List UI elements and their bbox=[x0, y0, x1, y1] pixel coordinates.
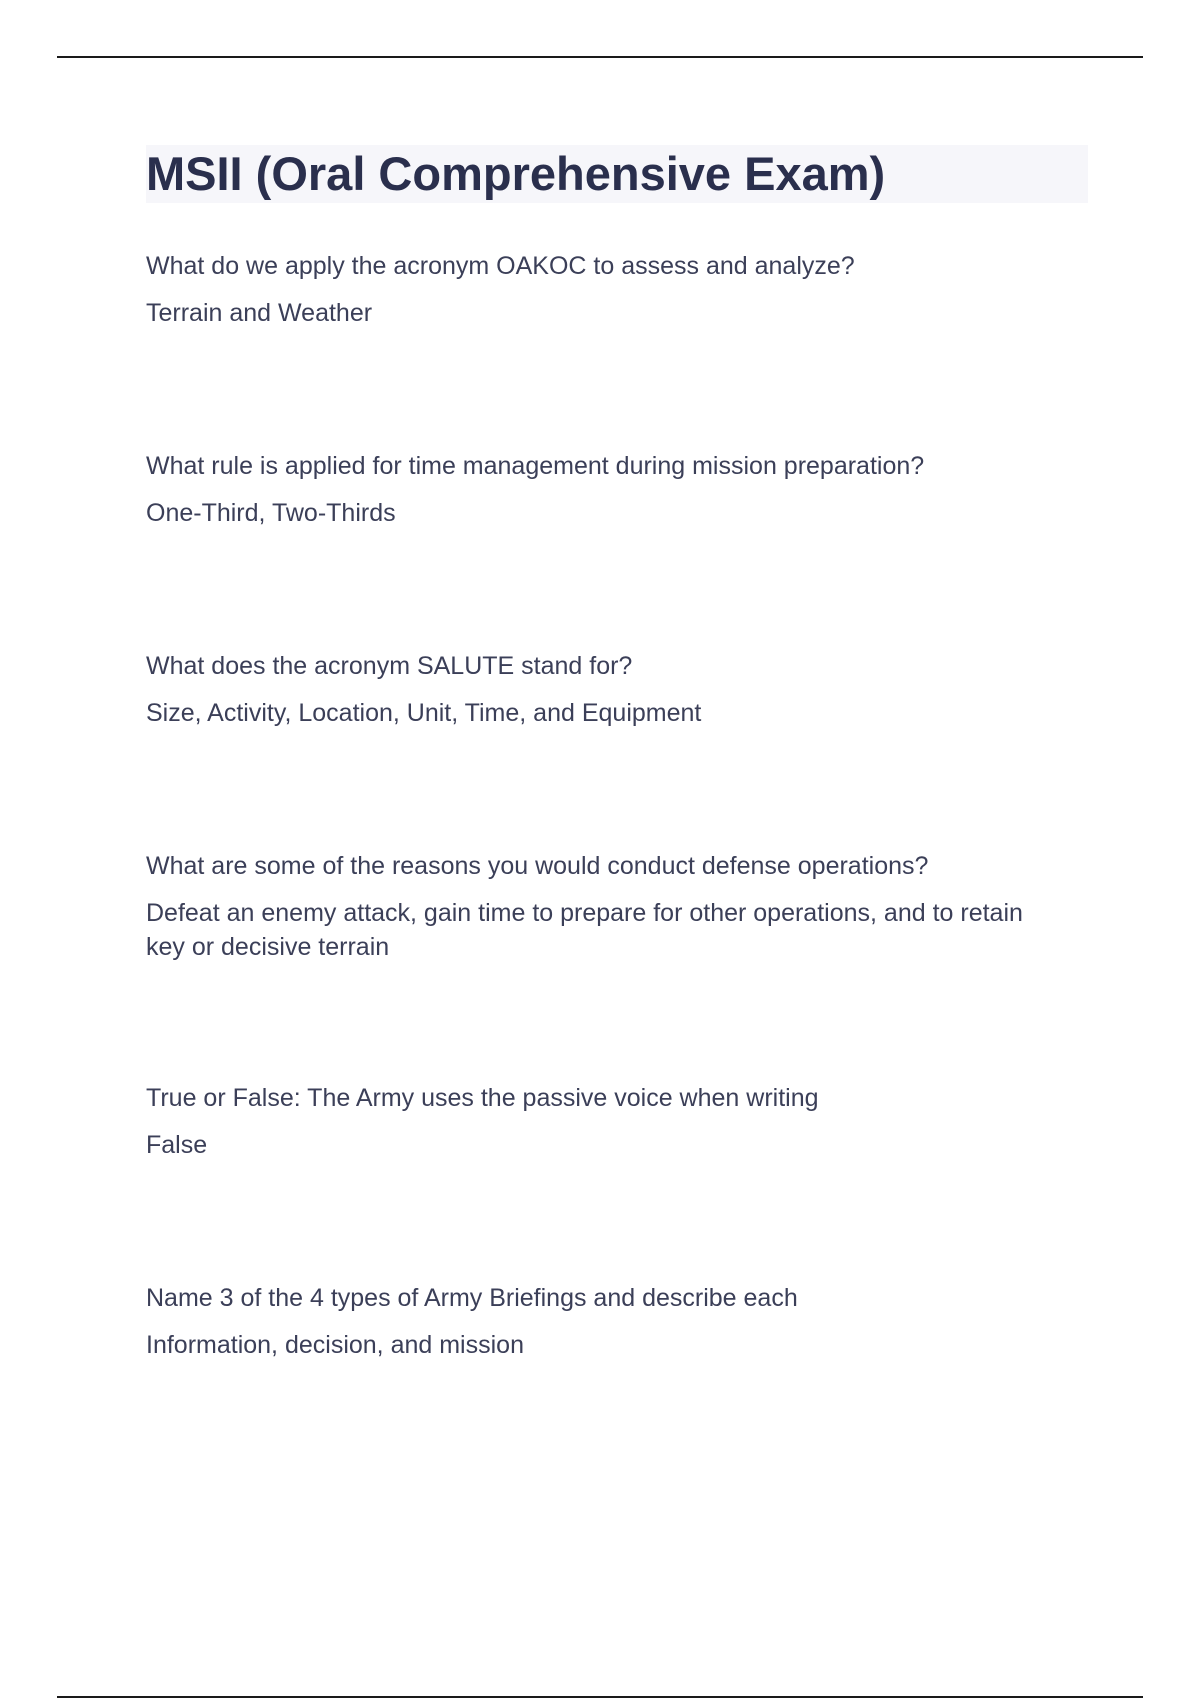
answer-text: Terrain and Weather bbox=[146, 299, 373, 327]
question-text: Name 3 of the 4 types of Army Briefings and describe each bbox=[146, 1284, 798, 1312]
qa-card bbox=[146, 650, 1046, 730]
page-title: MSII (Oral Comprehensive Exam) bbox=[146, 147, 886, 200]
question-text: What do we apply the acronym OAKOC to assess and analyze? bbox=[146, 252, 855, 280]
question-text: What rule is applied for time management during mission preparation? bbox=[146, 452, 925, 480]
qa-card bbox=[146, 1282, 1046, 1362]
question-text: What does the acronym SALUTE stand for? bbox=[146, 652, 633, 680]
title-banner bbox=[146, 145, 1088, 203]
question-text: What are some of the reasons you would conduct defense operations? bbox=[146, 852, 929, 880]
qa-card bbox=[146, 450, 1046, 530]
qa-card bbox=[146, 1082, 1046, 1162]
header-rule bbox=[57, 56, 1143, 58]
answer-text: Information, decision, and mission bbox=[146, 1331, 524, 1359]
footer-rule bbox=[57, 1696, 1143, 1698]
question-text: True or False: The Army uses the passive voice when writing bbox=[146, 1084, 819, 1112]
answer-text: Size, Activity, Location, Unit, Time, and Equipment bbox=[146, 699, 702, 727]
qa-card bbox=[146, 850, 1046, 964]
answer-text: Defeat an enemy attack, gain time to prepare for other operations, and to retain key or decisive terrain bbox=[146, 899, 1023, 961]
answer-text: One-Third, Two-Thirds bbox=[146, 499, 396, 527]
answer-text: False bbox=[146, 1131, 208, 1159]
qa-card bbox=[146, 250, 1046, 330]
